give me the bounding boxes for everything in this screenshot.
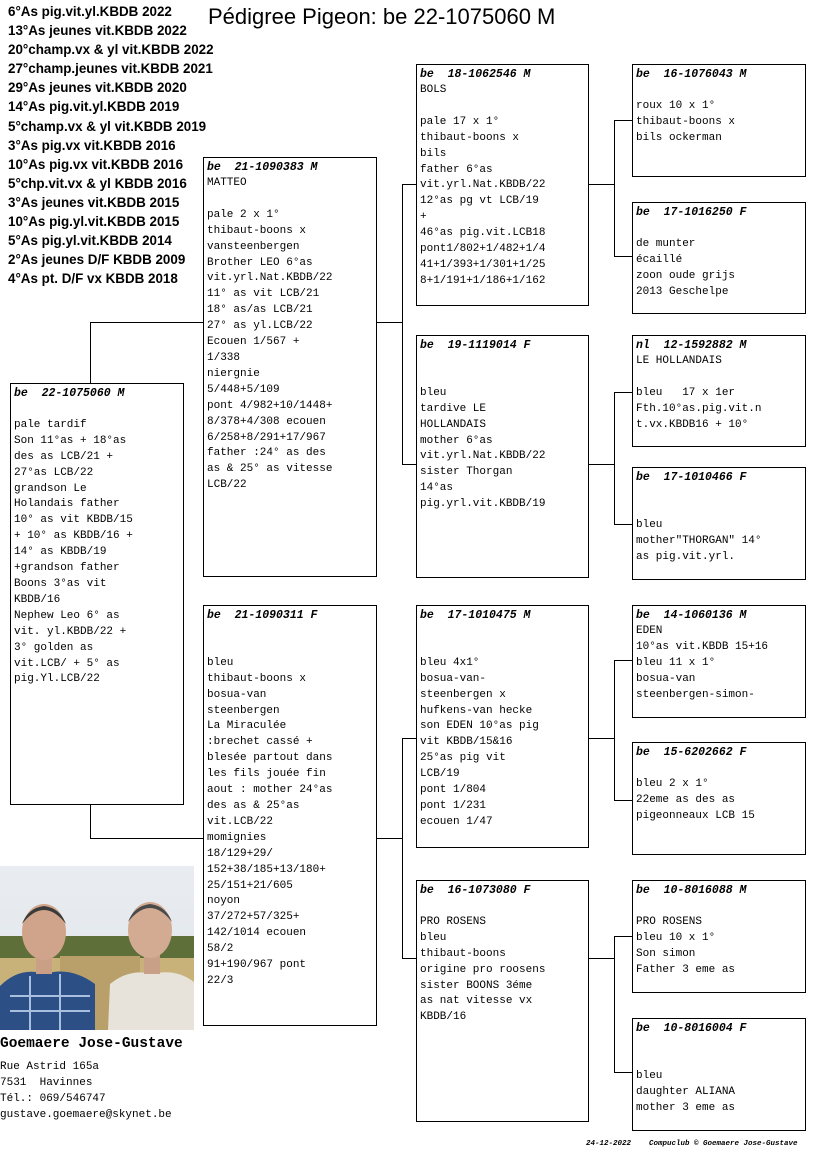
pigeon-details: bleu mother"THORGAN" 14° as pig.vit.yrl. — [636, 518, 762, 563]
ring-number: be 19-1119014 F — [420, 339, 531, 352]
connector-line — [614, 660, 615, 800]
connector-line — [614, 120, 633, 121]
pigeon-card-sire — [203, 157, 377, 577]
connector-line — [614, 800, 633, 801]
connector-line — [90, 322, 91, 384]
connector-line — [614, 392, 633, 393]
connector-line — [90, 322, 204, 323]
pigeon-card-grand-dam-sire-side — [416, 335, 589, 578]
ring-number: be 16-1076043 M — [636, 68, 747, 81]
connector-line — [588, 738, 614, 739]
result-item: 2°As jeunes D/F KBDB 2009 — [8, 252, 186, 268]
connector-line — [402, 184, 417, 185]
pigeon-details: bleu 2 x 1° 22eme as des as pigeonneaux LCB 15 — [636, 777, 755, 822]
ring-number: be 21-1090383 M — [207, 161, 318, 174]
pigeon-card-ggs-3 — [632, 605, 806, 718]
pigeon-details: de munter écaillé zoon oude grijs 2013 Geschelpe — [636, 237, 736, 298]
pigeon-card-ggd-4 — [632, 1018, 806, 1131]
result-item: 13°As jeunes vit.KBDB 2022 — [8, 23, 187, 39]
result-item: 3°As pig.vx vit.KBDB 2016 — [8, 137, 176, 153]
ring-number: be 22-1075060 M — [14, 387, 125, 400]
result-item: 4°As pt. D/F vx KBDB 2018 — [8, 271, 178, 287]
connector-line — [90, 838, 204, 839]
ring-number: nl 12-1592882 M — [636, 339, 747, 352]
owner-name: Goemaere Jose-Gustave — [0, 1036, 183, 1052]
ring-number: be 17-1010466 F — [636, 471, 747, 484]
pigeon-details: bleu daughter ALIANA mother 3 eme as — [636, 1069, 736, 1114]
pigeon-card-grand-sire-dam-side — [416, 605, 589, 848]
results-list — [8, 2, 214, 288]
pigeon-details: MATTEO pale 2 x 1° thibaut-boons x vansteenbergen Brother LEO 6°as vit.yrl.Nat.KBDB/22 11° as vit LCB/21 18° as/as LCB/21 27° as yl.LCB/22 Ecouen 1/567 + 1/338 niergnie 5/448+5/109 pont 4/982+10/1448+ 8/378+4/308 ecouen 6/258+8/291+17/967 father :24° as des as & 25° as vitesse LCB/22 — [207, 177, 333, 492]
owner-photo — [0, 866, 194, 1030]
pigeon-details: LE HOLLANDAIS bleu 17 x 1er Fth.10°as.pig.vit.n t.vx.KBDB16 + 10° — [636, 355, 762, 431]
pigeon-details: PRO ROSENS bleu 10 x 1° Son simon Father 3 eme as — [636, 915, 736, 976]
page-title: Pédigree Pigeon: be 22-1075060 M — [208, 4, 556, 29]
owner-phone: Tél.: 069/546747 — [0, 1093, 106, 1105]
footer-credit: 24-12-2022 Compuclub © Goemaere Jose-Gustave — [586, 1140, 798, 1148]
result-item: 5°chp.vit.vx & yl KBDB 2016 — [8, 175, 187, 191]
pigeon-card-dam — [203, 605, 377, 1026]
pigeon-details: bleu thibaut-boons x bosua-van steenbergen La Miraculée :brechet cassé + blesée partout dans les fils jouée fin aout : mother 24°as des as & 25°as vit.LCB/22 momignies 18/129+29/ 152+38/185+13/180+ 25/151+21/605 noyon 37/272+57/325+ 142/1014 ecouen 58/2 91+190/967 pont 22/3 — [207, 656, 333, 987]
pigeon-card-ggd-2 — [632, 467, 806, 580]
pigeon-details: EDEN 10°as vit.KBDB 15+16 bleu 11 x 1° bosua-van steenbergen-simon- — [636, 625, 769, 701]
connector-line — [614, 936, 633, 937]
pigeon-details: BOLS pale 17 x 1° thibaut-boons x bils father 6°as vit.yrl.Nat.KBDB/22 12°as pg vt LCB/19 + 46°as pig.vit.LCB18 pont1/802+1/482+1/4 41+1/393+1/301+1/25 8+1/191+1/186+1/162 — [420, 84, 546, 287]
connector-line — [402, 738, 403, 958]
result-item: 10°As pig.yl.vit.KBDB 2015 — [8, 214, 180, 230]
pigeon-card-ggs-4 — [632, 880, 806, 993]
result-item: 5°champ.vx & yl vit.KBDB 2019 — [8, 118, 207, 134]
connector-line — [402, 958, 417, 959]
result-item: 5°As pig.yl.vit.KBDB 2014 — [8, 233, 172, 249]
connector-line — [614, 392, 615, 524]
connector-line — [614, 936, 615, 1072]
result-item: 20°champ.vx & yl vit.KBDB 2022 — [8, 42, 214, 58]
connector-line — [614, 524, 633, 525]
connector-line — [402, 464, 417, 465]
pigeon-card-grand-sire — [416, 64, 589, 306]
connector-line — [614, 1072, 633, 1073]
connector-line — [376, 838, 402, 839]
ring-number: be 10-8016088 M — [636, 884, 747, 897]
result-item: 10°As pig.vx vit.KBDB 2016 — [8, 156, 184, 172]
connector-line — [614, 660, 633, 661]
pigeon-details: roux 10 x 1° thibaut-boons x bils ockerman — [636, 99, 736, 144]
connector-line — [614, 256, 633, 257]
result-item: 27°champ.jeunes vit.KBDB 2021 — [8, 61, 213, 77]
connector-line — [90, 804, 91, 838]
connector-line — [614, 120, 615, 256]
pigeon-card-subject — [10, 383, 184, 805]
pigeon-details: pale tardif Son 11°as + 18°as des as LCB/21 + 27°as LCB/22 grandson Le Holandais father 10° as vit KBDB/15 + 10° as KBDB/16 + 14° as KBDB/19 +grandson father Boons 3°as vit KBDB/16 Nephew Leo 6° as vit. yl.KBDB/22 + 3° golden as vit.LCB/ + 5° as pig.Yl.LCB/22 — [14, 418, 133, 686]
owner-address — [0, 1059, 172, 1123]
owner-city: 7531 Havinnes — [0, 1077, 93, 1089]
connector-line — [588, 464, 614, 465]
ring-number: be 17-1016250 F — [636, 206, 747, 219]
result-item: 3°As jeunes vit.KBDB 2015 — [8, 194, 180, 210]
pigeon-details: bleu 4x1° bosua-van- steenbergen x hufkens-van hecke son EDEN 10°as pig vit KBDB/15&16 25°as pig vit LCB/19 pont 1/804 pont 1/231 ecouen 1/47 — [420, 656, 539, 828]
owner-street: Rue Astrid 165a — [0, 1061, 100, 1073]
ring-number: be 17-1010475 M — [420, 609, 531, 622]
pigeon-card-ggs-2 — [632, 335, 806, 447]
pigeon-card-ggd-3 — [632, 742, 806, 855]
pigeon-card-ggd-1 — [632, 202, 806, 314]
connector-line — [402, 738, 417, 739]
result-item: 29°As jeunes vit.KBDB 2020 — [8, 80, 187, 96]
pigeon-details: PRO ROSENS bleu thibaut-boons origine pro roosens sister BOONS 3éme as nat vitesse vx KBDB/16 — [420, 915, 546, 1024]
connector-line — [588, 958, 614, 959]
ring-number: be 10-8016004 F — [636, 1022, 747, 1035]
ring-number: be 21-1090311 F — [207, 609, 318, 622]
pigeon-details: bleu tardive LE HOLLANDAIS mother 6°as vit.yrl.Nat.KBDB/22 sister Thorgan 14°as pig.yrl.vit.KBDB/19 — [420, 386, 546, 511]
result-item: 6°As pig.vit.yl.KBDB 2022 — [8, 4, 172, 19]
connector-line — [402, 184, 403, 464]
pigeon-card-ggs-1 — [632, 64, 806, 177]
result-item: 14°As pig.vit.yl.KBDB 2019 — [8, 99, 180, 115]
ring-number: be 15-6202662 F — [636, 746, 747, 759]
ring-number: be 18-1062546 M — [420, 68, 531, 81]
ring-number: be 14-1060136 M — [636, 609, 747, 622]
connector-line — [588, 184, 614, 185]
ring-number: be 16-1073080 F — [420, 884, 531, 897]
connector-line — [376, 322, 402, 323]
owner-email: gustave.goemaere@skynet.be — [0, 1109, 172, 1121]
pigeon-card-grand-dam — [416, 880, 589, 1122]
